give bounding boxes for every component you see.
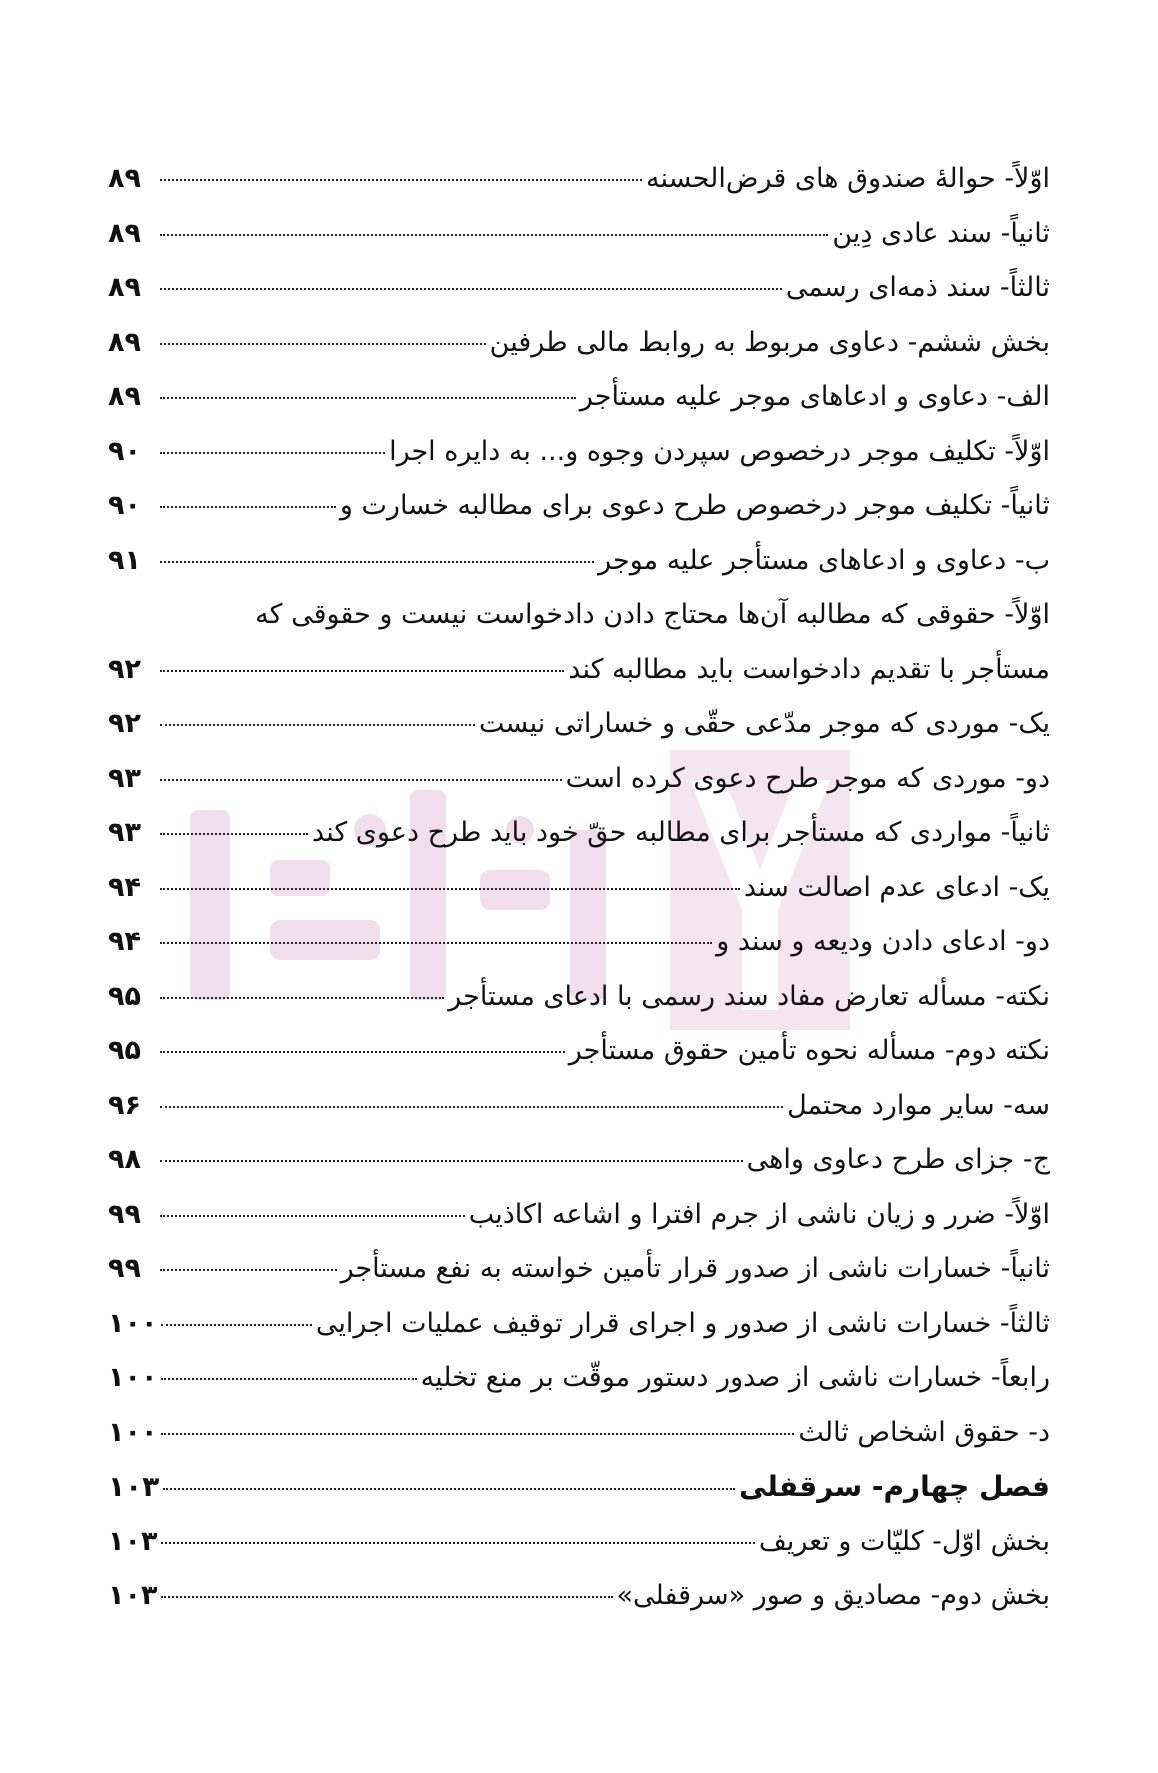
toc-entry-title: سه- سایر موارد محتمل	[787, 1089, 1050, 1121]
toc-entry	[108, 479, 1050, 534]
toc-page-number: ۸۹	[108, 326, 141, 358]
toc-entry-title: فصل چهارم- سرقفلی	[738, 1470, 1050, 1503]
toc-entry-title: ثانیاً- مواردی که مستأجر برای مطالبه حقّ خود باید طرح دعوی کند	[312, 817, 1050, 848]
toc-entry-title: یک- ادعای عدم اصالت سند	[743, 871, 1050, 903]
dot-leader	[160, 343, 486, 345]
dot-leader	[161, 1542, 754, 1544]
dot-leader	[161, 1596, 612, 1598]
dot-leader	[160, 506, 336, 508]
toc-entry-title: رابعاً- خسارات ناشی از صدور دستور موقّت بر منع تخلیه	[420, 1362, 1050, 1393]
toc-entry	[108, 261, 1050, 316]
toc-page-number: ۱۰۳	[108, 1525, 158, 1557]
toc-entry	[108, 1351, 1050, 1406]
dot-leader	[160, 779, 562, 781]
toc-page-number: ۹۳	[108, 762, 141, 794]
toc-entry	[108, 643, 1050, 698]
toc-entry-title: نکته دوم- مسأله نحوه تأمین حقوق مستأجر	[568, 1035, 1050, 1066]
toc-entry-title: دو- ادعای دادن ودیعه و سند و	[716, 926, 1050, 957]
dot-leader	[160, 1106, 783, 1108]
toc-page-number: ۹۱	[108, 544, 141, 576]
toc-page-number: ۹۰	[108, 490, 141, 521]
toc-entry-title: اوّلاً- تکلیف موجر درخصوص سپردن وجوه و... به دایره اجرا	[389, 435, 1050, 467]
toc-entry	[108, 1133, 1050, 1188]
toc-entry-title: ثالثاً- سند ذمه‌ای رسمی	[785, 272, 1050, 303]
toc-entry-title: اوّلاً- حقوقی که مطالبه آن‌ها محتاج دادن دادخواست نیست و حقوقی که	[255, 599, 1050, 630]
toc-entry	[108, 316, 1050, 371]
dot-leader	[160, 397, 576, 399]
toc-entry-title: ج- جزای طرح دعاوی واهی	[746, 1144, 1050, 1175]
toc-entry-title: بخش دوم- مصادیق و صور «سرقفلی»	[616, 1580, 1050, 1611]
dot-leader	[161, 1433, 794, 1435]
toc-entry-title: ثانیاً- سند عادی دِین	[832, 217, 1050, 249]
toc-entry	[108, 697, 1050, 752]
dot-leader	[161, 1378, 416, 1380]
toc-page-number: ۹۹	[108, 1198, 141, 1230]
toc-page-number: ۹۲	[108, 653, 141, 685]
toc-page-number: ۹۰	[108, 435, 141, 467]
toc-chapter-heading	[108, 1460, 1050, 1515]
toc-entry	[108, 1297, 1050, 1352]
dot-leader	[160, 234, 828, 236]
dot-leader	[160, 288, 782, 290]
dot-leader	[160, 724, 475, 726]
toc-entry	[108, 1079, 1050, 1134]
dot-leader	[160, 452, 385, 454]
toc-entry	[108, 370, 1050, 425]
toc-entry	[108, 915, 1050, 970]
toc-entry-title: مستأجر با تقدیم دادخواست باید مطالبه کند	[568, 653, 1050, 685]
toc-entry	[108, 1406, 1050, 1461]
toc-page-number: ۹۳	[108, 817, 141, 848]
dot-leader	[160, 833, 308, 835]
toc-page-number: ۱۰۰	[108, 1416, 158, 1448]
toc-page-number: ۹۴	[108, 871, 141, 903]
toc-entry	[108, 752, 1050, 807]
toc-page-number: ۱۰۳	[108, 1470, 160, 1503]
toc-page-number: ۹۵	[108, 980, 141, 1012]
toc-entry	[108, 425, 1050, 480]
toc-entry-title: ب- دعاوی و ادعاهای مستأجر علیه موجر	[598, 544, 1050, 576]
toc-entry	[108, 861, 1050, 916]
toc-page-number: ۱۰۰	[108, 1362, 158, 1393]
toc-entry	[108, 1569, 1050, 1624]
toc-entry	[108, 588, 1050, 643]
toc-entry-title: اوّلاً- ضرر و زیان ناشی از جرم افترا و اشاعه اکاذیب	[468, 1198, 1050, 1230]
toc-entry	[108, 806, 1050, 861]
toc-page-number: ۹۶	[108, 1089, 141, 1121]
toc-entry-title: اوّلاً- حوالهٔ صندوق های قرض‌الحسنه	[646, 163, 1050, 194]
toc-page-number: ۱۰۰	[108, 1307, 158, 1339]
dot-leader	[160, 670, 564, 672]
toc-entry	[108, 1024, 1050, 1079]
toc-page-number: ۹۴	[108, 926, 141, 957]
toc-entry-title: بخش ششم- دعاوی مربوط به روابط مالی طرفین	[489, 326, 1050, 358]
toc-entry-title: ثانیاً- تکلیف موجر درخصوص طرح دعوی برای مطالبه خسارت و	[339, 490, 1050, 521]
dot-leader	[160, 561, 594, 563]
toc-entry	[108, 1188, 1050, 1243]
toc-entry-title: بخش اوّل- کلیّات و تعریف	[758, 1525, 1050, 1557]
toc-entry-title: دو- موردی که موجر طرح دعوی کرده است	[565, 762, 1050, 794]
toc-entry	[108, 1242, 1050, 1297]
toc-entry	[108, 152, 1050, 207]
toc-page-number: ۸۹	[108, 163, 141, 194]
dot-leader	[160, 1215, 465, 1217]
dot-leader	[160, 888, 740, 890]
toc-entry	[108, 1515, 1050, 1570]
toc-page-number: ۱۰۳	[108, 1580, 158, 1611]
toc-entry-title: ثالثاً- خسارات ناشی از صدور و اجرای قرار توقیف عملیات اجرایی	[315, 1307, 1050, 1339]
toc-entry	[108, 970, 1050, 1025]
toc-page-number: ۸۹	[108, 217, 141, 249]
dot-leader	[160, 942, 712, 944]
toc-page-number: ۹۹	[108, 1253, 141, 1284]
toc-page-number: ۹۵	[108, 1035, 141, 1066]
dot-leader	[160, 1269, 337, 1271]
toc-entry-title: الف- دعاوی و ادعاهای موجر علیه مستأجر	[579, 381, 1050, 412]
toc-entry	[108, 534, 1050, 589]
toc-entry-title: ثانیاً- خسارات ناشی از صدور قرار تأمین خواسته به نفع مستأجر	[340, 1253, 1050, 1284]
toc-page-number: ۸۹	[108, 272, 141, 303]
dot-leader	[160, 179, 642, 181]
toc-entry	[108, 207, 1050, 262]
dot-leader	[163, 1488, 735, 1490]
dot-leader	[160, 1160, 743, 1162]
dot-leader	[160, 997, 444, 999]
dot-leader	[160, 1051, 565, 1053]
toc-page-number: ۹۸	[108, 1144, 141, 1175]
toc-entry-title: یک- موردی که موجر مدّعی حقّی و خساراتی نیست	[479, 708, 1050, 739]
toc-entry-title: نکته- مسأله تعارض مفاد سند رسمی با ادعای مستأجر	[448, 980, 1050, 1012]
table-of-contents	[108, 152, 1050, 1624]
toc-entry-title: د- حقوق اشخاص ثالث	[798, 1416, 1050, 1448]
toc-page-number: ۸۹	[108, 381, 141, 412]
toc-page-number: ۹۲	[108, 708, 141, 739]
dot-leader	[161, 1324, 311, 1326]
